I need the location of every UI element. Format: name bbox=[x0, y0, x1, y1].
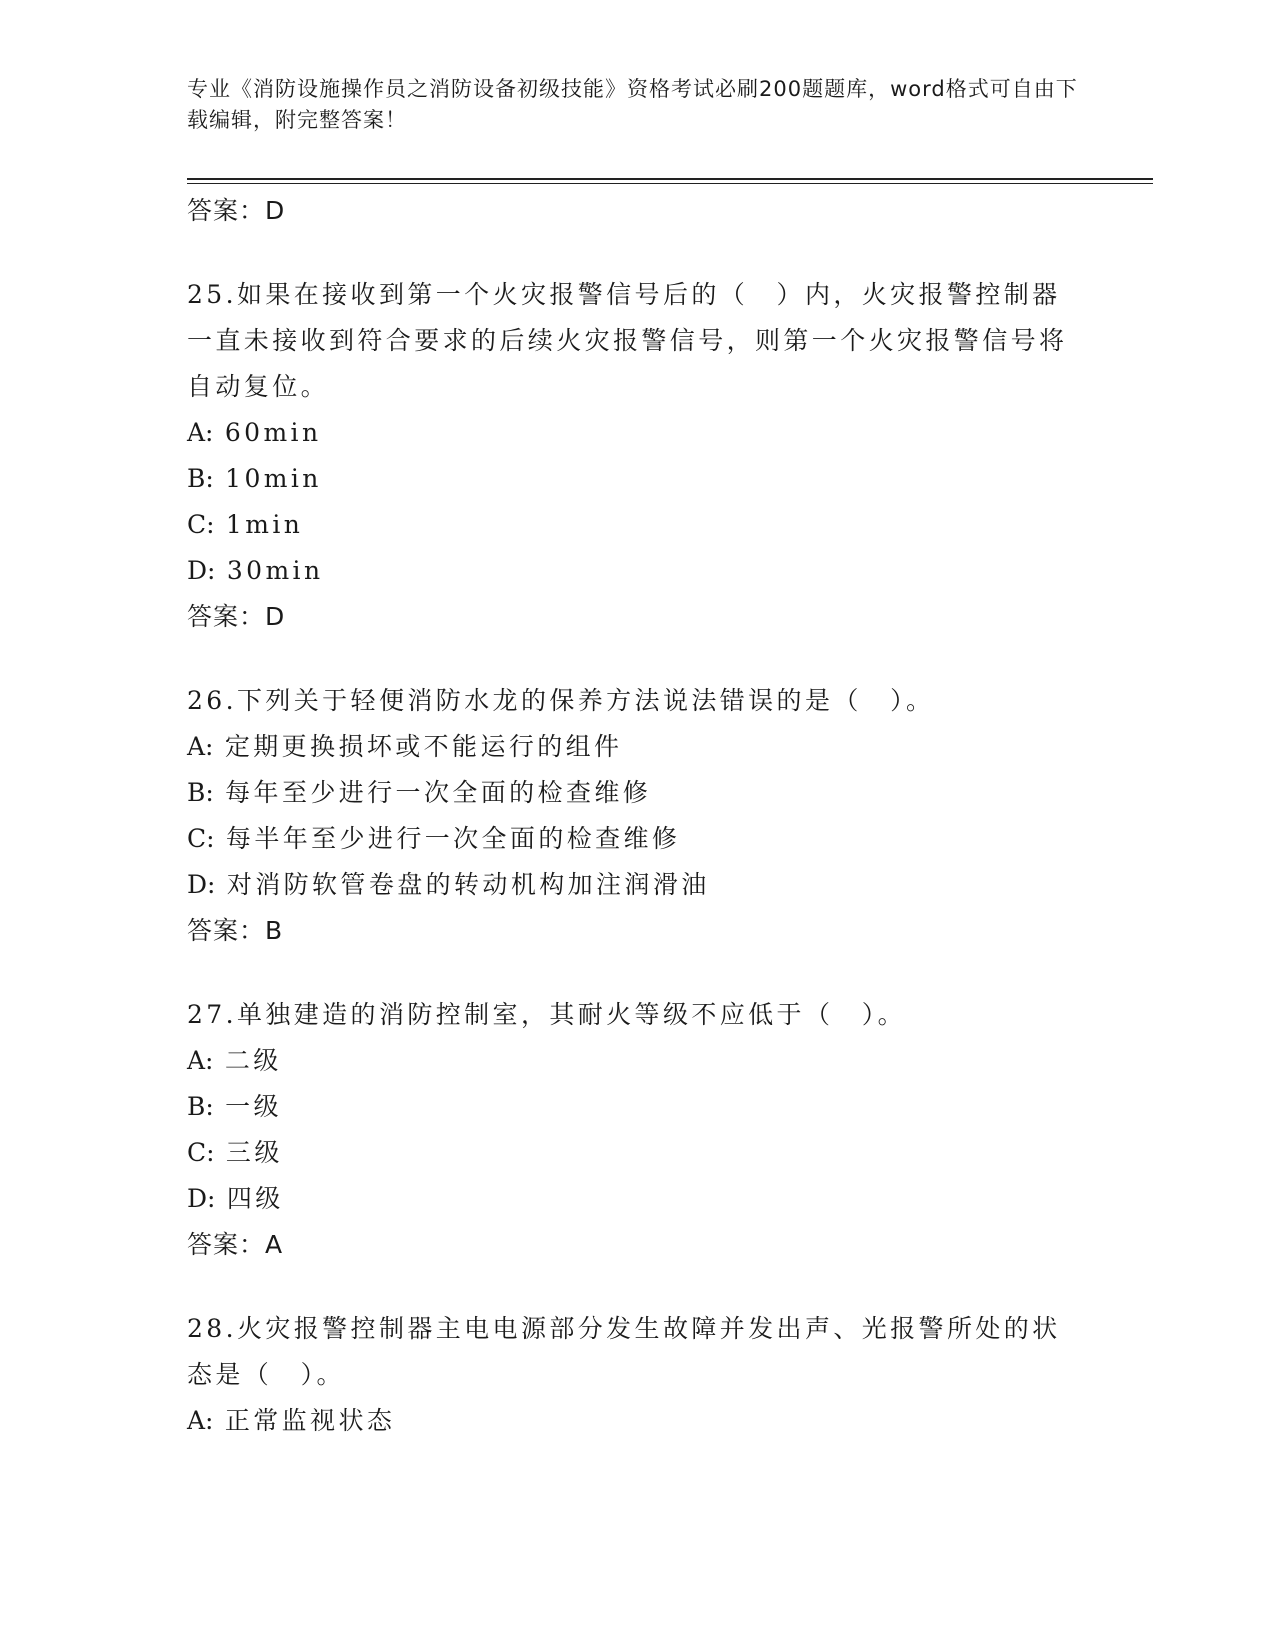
question-answer bbox=[187, 1222, 1087, 1268]
option-a bbox=[187, 1398, 1087, 1444]
option-a bbox=[187, 1038, 1087, 1084]
question-stem: 25.如果在接收到第一个火灾报警信号后的（ ）内，火灾报警控制器一直未接收到符合要求的后续火灾报警信号，则第一个火灾报警信号将自动复位。 bbox=[187, 280, 1068, 401]
option-d bbox=[187, 548, 1087, 594]
option-key: D: bbox=[187, 556, 216, 585]
answer-value: D bbox=[265, 196, 286, 225]
option-d bbox=[187, 862, 1087, 908]
document-header: 专业《消防设施操作员之消防设备初级技能》资格考试必刷200题题库，word格式可自由下载编辑，附完整答案！ bbox=[187, 77, 1078, 132]
option-text: 对消防软管卷盘的转动机构加注润滑油 bbox=[226, 870, 710, 899]
option-c bbox=[187, 1130, 1087, 1176]
option-key: A: bbox=[187, 1046, 214, 1075]
spacer bbox=[187, 640, 1087, 678]
option-key: B: bbox=[187, 1092, 214, 1121]
option-key: D: bbox=[187, 870, 216, 899]
option-c bbox=[187, 502, 1087, 548]
option-text: 1min bbox=[225, 510, 304, 539]
answer-label: 答案： bbox=[187, 1230, 266, 1259]
question-25 bbox=[187, 272, 1087, 640]
answer-value: D bbox=[265, 602, 286, 631]
spacer bbox=[187, 1268, 1087, 1306]
option-text: 定期更换损坏或不能运行的组件 bbox=[224, 732, 623, 761]
option-text: 一级 bbox=[225, 1092, 282, 1121]
answer-label: 答案： bbox=[187, 602, 266, 631]
option-key: A: bbox=[187, 732, 214, 761]
question-28 bbox=[187, 1306, 1087, 1444]
question-stem: 28.火灾报警控制器主电电源部分发生故障并发出声、光报警所处的状态是（ ）。 bbox=[187, 1314, 1061, 1389]
option-d bbox=[187, 1176, 1087, 1222]
question-list bbox=[187, 188, 1087, 1444]
header-rule-thin bbox=[187, 183, 1153, 184]
answer-value: A bbox=[265, 1230, 284, 1259]
question-27 bbox=[187, 992, 1087, 1268]
spacer bbox=[187, 234, 1087, 272]
option-b bbox=[187, 770, 1087, 816]
question-stem: 26.下列关于轻便消防水龙的保养方法说法错误的是（ ）。 bbox=[187, 686, 935, 715]
option-c bbox=[187, 816, 1087, 862]
answer-value: B bbox=[265, 916, 284, 945]
option-key: C: bbox=[187, 510, 215, 539]
option-key: B: bbox=[187, 778, 214, 807]
option-key: C: bbox=[187, 824, 215, 853]
option-b bbox=[187, 456, 1087, 502]
question-26 bbox=[187, 678, 1087, 954]
answer-label: 答案： bbox=[187, 916, 266, 945]
option-a bbox=[187, 724, 1087, 770]
option-text: 每半年至少进行一次全面的检查维修 bbox=[225, 824, 681, 853]
option-a bbox=[187, 410, 1087, 456]
question-stem: 27.单独建造的消防控制室，其耐火等级不应低于（ ）。 bbox=[187, 1000, 907, 1029]
option-key: A: bbox=[187, 418, 214, 447]
option-text: 60min bbox=[224, 418, 322, 447]
answer-label: 答案： bbox=[187, 196, 266, 225]
header-rule-thick bbox=[187, 178, 1153, 180]
option-text: 三级 bbox=[225, 1138, 283, 1167]
option-text: 四级 bbox=[226, 1184, 284, 1213]
previous-answer bbox=[187, 188, 1087, 234]
option-b bbox=[187, 1084, 1087, 1130]
option-key: A: bbox=[187, 1406, 214, 1435]
option-key: D: bbox=[187, 1184, 216, 1213]
option-key: B: bbox=[187, 464, 214, 493]
question-answer bbox=[187, 594, 1087, 640]
option-key: C: bbox=[187, 1138, 215, 1167]
option-text: 每年至少进行一次全面的检查维修 bbox=[225, 778, 652, 807]
option-text: 30min bbox=[226, 556, 324, 585]
option-text: 二级 bbox=[224, 1046, 282, 1075]
option-text: 10min bbox=[225, 464, 322, 493]
option-text: 正常监视状态 bbox=[224, 1406, 396, 1435]
question-answer bbox=[187, 908, 1087, 954]
spacer bbox=[187, 954, 1087, 992]
